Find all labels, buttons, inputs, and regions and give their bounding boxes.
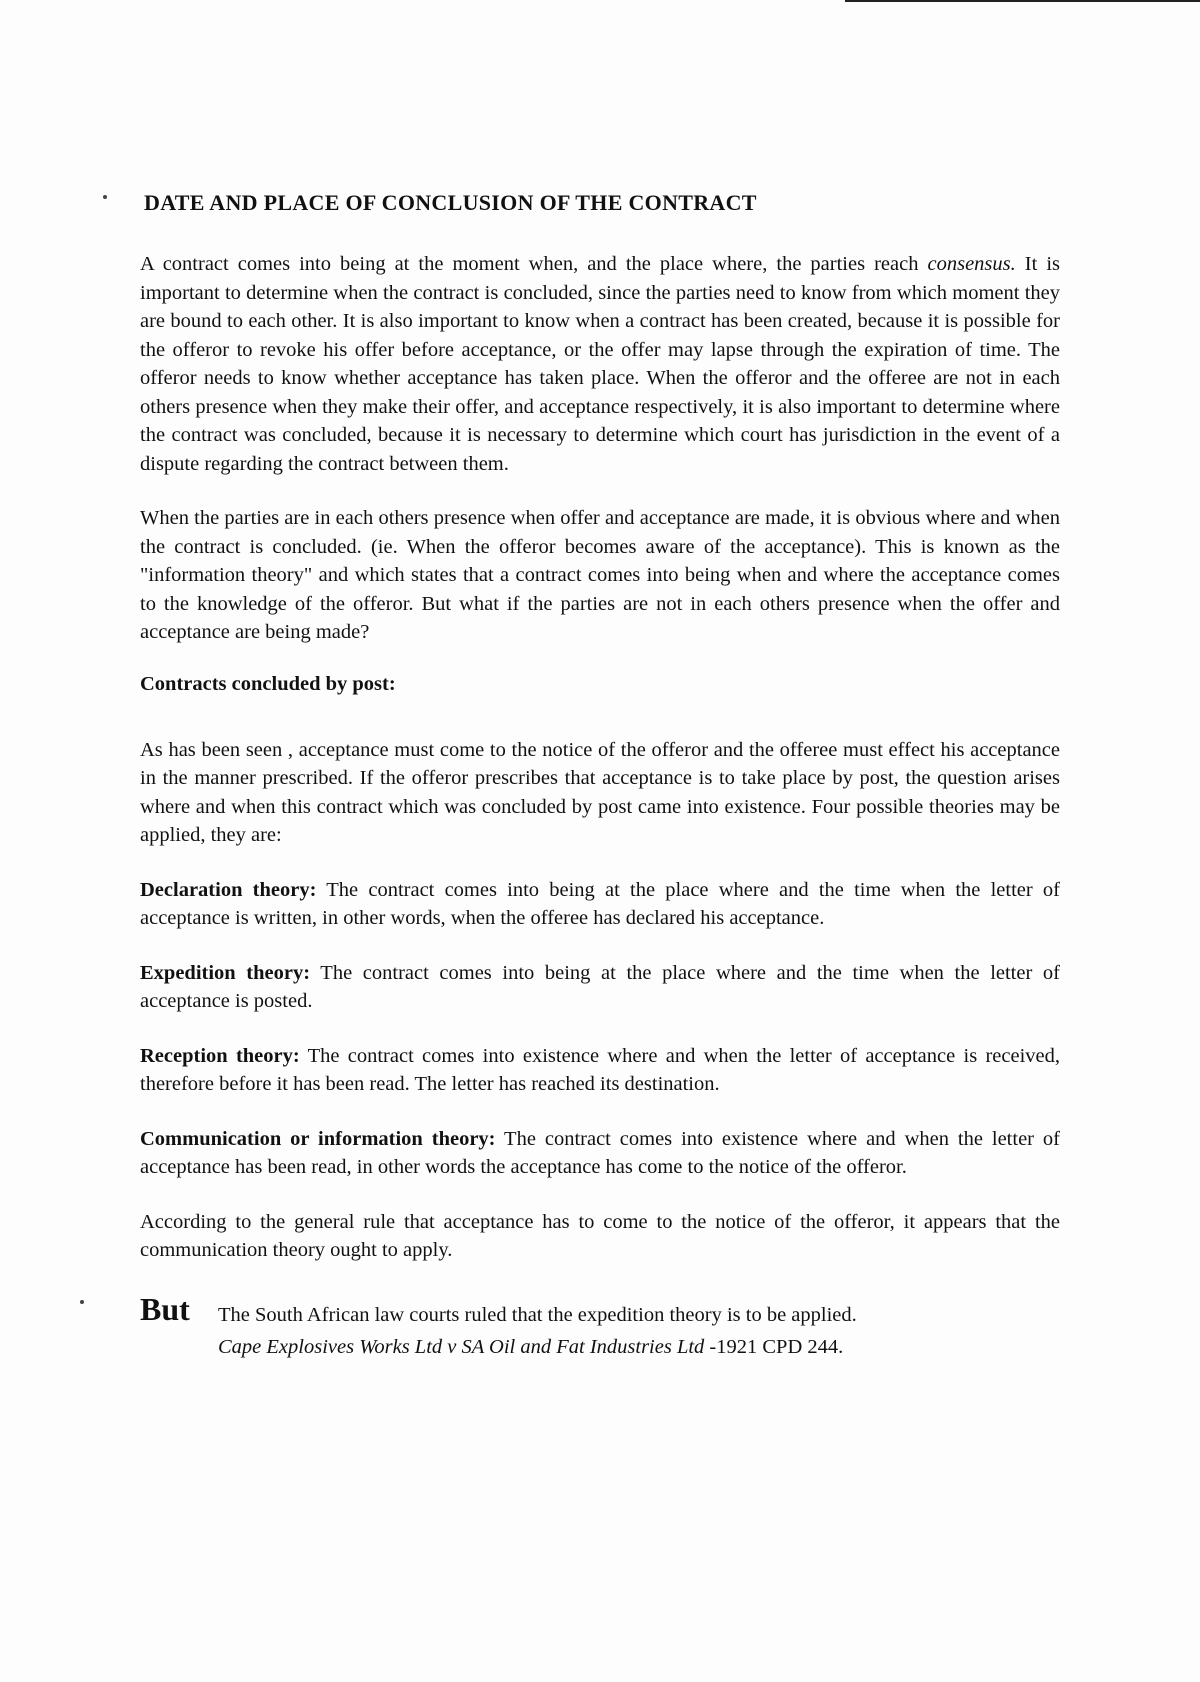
theory-expedition — [140, 959, 1060, 1016]
general-rule-paragraph: According to the general rule that acceptance has to come to the notice of the offeror, it appears that the communication theory ought to apply. — [140, 1210, 1060, 1261]
theory-communication — [140, 1125, 1060, 1182]
case-reference: -1921 CPD 244. — [704, 1335, 844, 1358]
intro-rest: It is important to determine when the contract is concluded, since the parties need to know from which moment they are bound to each other. It is also important to know when a contract has been created, because it is possible for the offeror to revoke his offer before acceptance, or the offer may lapse through the expiration of time. The offeror needs to know whether acceptance has taken place. When the offeror and the offeree are not in each others presence when they make their offer, and acceptance respectively, it is also important to determine where the contract was concluded, because it is necessary to determine which court has jurisdiction in the event of a dispute regarding the contract between them. — [140, 253, 1060, 475]
post-heading: Contracts concluded by post: — [140, 672, 396, 695]
theory-text: The contract comes into being at the place where and the time when the letter of acceptance is written, in other words, when the offeree has declared his acceptance. — [140, 878, 1060, 929]
scan-edge-line — [845, 0, 1200, 2]
scan-speck — [80, 1300, 84, 1304]
theory-term: Declaration theory: — [140, 878, 317, 901]
case-name: Cape Explosives Works Ltd v SA Oil and Fat Industries Ltd — [218, 1335, 705, 1358]
theory-declaration — [140, 876, 1060, 933]
theory-reception — [140, 1042, 1060, 1099]
intro-paragraph — [140, 250, 1060, 478]
document-title: DATE AND PLACE OF CONCLUSION OF THE CONTRACT — [144, 190, 757, 215]
post-paragraph: As has been seen , acceptance must come to the notice of the offeror and the offeree must effect his acceptance in the manner prescribed. If the offeror prescribes that acceptance is to take place by post, the question arises where and when this contract which was concluded by post came into existence. Four possible theories may be applied, they are: — [140, 738, 1060, 846]
theory-text: The contract comes into existence where and when the letter of acceptance is received, therefore before it has been read. The letter has reached its destination. — [140, 1044, 1060, 1095]
theory-term: Expedition theory: — [140, 961, 311, 984]
presence-paragraph: When the parties are in each others presence when offer and acceptance are made, it is obvious where and when the contract is concluded. (ie. When the offeror becomes aware of the acceptance). This is known as the "information theory" and which states that a contract comes into being when and where the acceptance comes to the knowledge of the offeror. But what if the parties are not in each others presence when the offer and acceptance are being made? — [140, 507, 1060, 643]
but-ruling-text: The South African law courts ruled that the expedition theory is to be applied. — [218, 1303, 857, 1326]
but-word: But — [140, 1290, 190, 1327]
theory-text: The contract comes into existence where and when the letter of acceptance has been read, in other words the acceptance has come to the notice of the offeror. — [140, 1127, 1060, 1178]
case-citation — [218, 1331, 1060, 1363]
but-block — [140, 1290, 1060, 1363]
scan-speck — [103, 195, 107, 199]
theory-term: Communication or information theory: — [140, 1127, 496, 1150]
intro-italic-term: consensus. — [927, 253, 1016, 275]
intro-lead: A contract comes into being at the moment when, and the place where, the parties reach — [140, 253, 928, 275]
document-body — [140, 190, 1060, 1363]
theory-term: Reception theory: — [140, 1044, 300, 1067]
theory-text: The contract comes into being at the place where and the time when the letter of acceptance is posted. — [140, 961, 1060, 1012]
